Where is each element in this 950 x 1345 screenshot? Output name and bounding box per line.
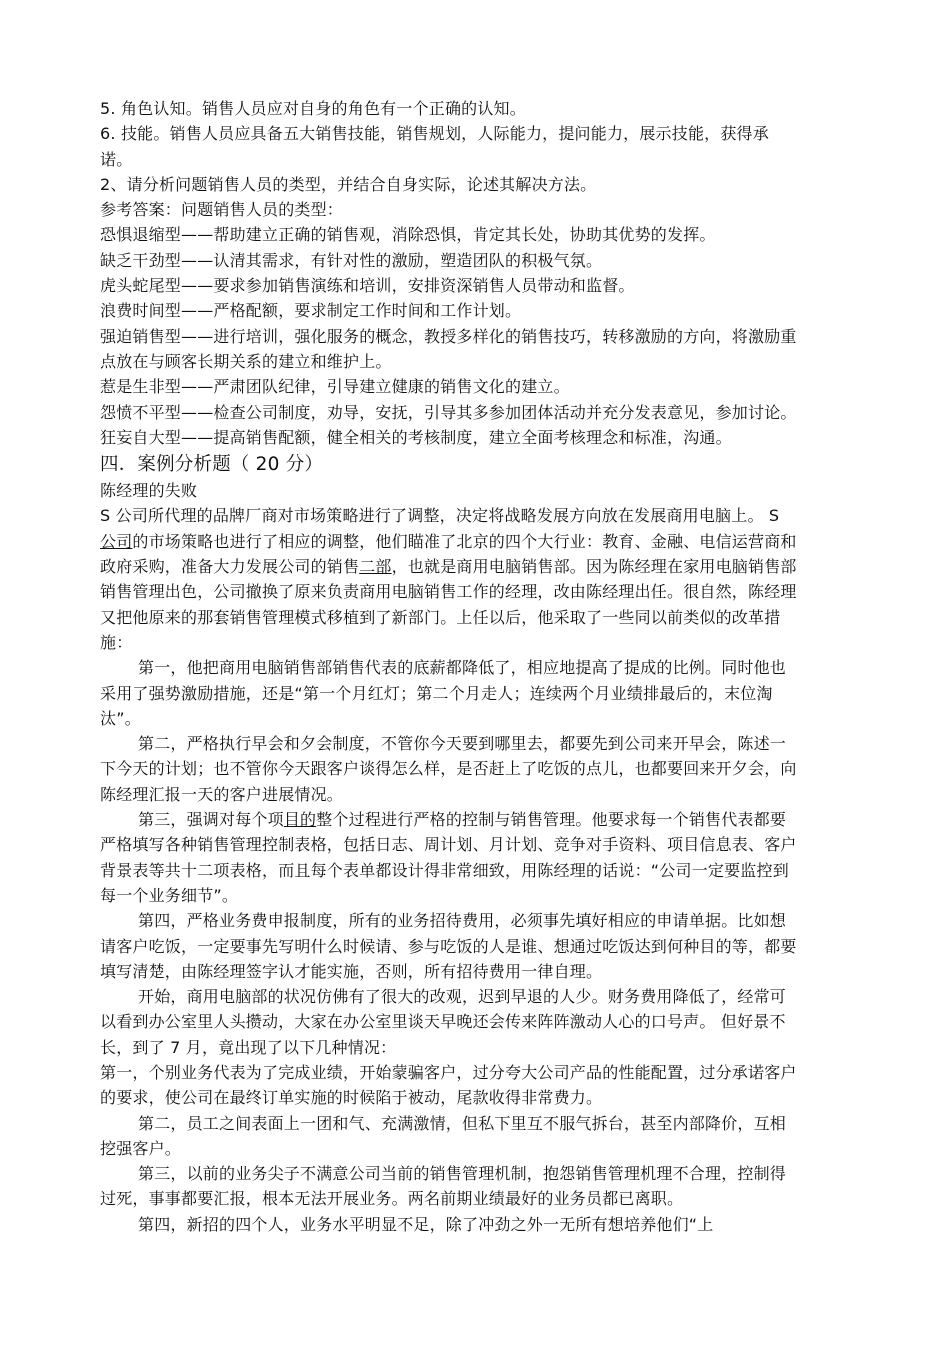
answer-item: 惹是生非型——严肃团队纪律，引导建立健康的销售文化的建立。 (100, 377, 570, 397)
case-paragraph: 第一，个别业务代表为了完成业绩，开始蒙骗客户，过分夸大公司产品的性能配置，过分承诺客户的要求，使公司在最终订单实施的时候陷于被动，尾款收得非常费力。 (100, 1062, 797, 1108)
question-2: 2、请分析问题销售人员的类型，并结合自身实际，论述其解决方法。 (100, 174, 597, 194)
section-heading: 四．案例分析题（ 20 分） (100, 454, 324, 476)
answer-item: 缺乏干劲型——认清其需求，有针对性的激励，塑造团队的积极气氛。 (100, 250, 603, 270)
case-paragraph: 第四，严格业务费申报制度，所有的业务招待费用，必须事先填好相应的申请单据。比如想请客户吃饭，一定要事先写明什么时候请、参与吃饭的人是谁、想通过吃饭达到何种目的等，都要填写清楚，由陈经理签字认才能实施，否则，所有招待费用一律自理。 (100, 911, 797, 981)
underlined-text: 二部 (359, 557, 392, 577)
answer-item: 浪费时间型——严格配额，要求制定工作时间和工作计划。 (100, 301, 522, 321)
paragraph: 5. 角色认知。销售人员应对自身的角色有一个正确的认知。 (100, 99, 526, 118)
case-paragraph: 第二，严格执行早会和夕会制度，不管你今天要到哪里去，都要先到公司来开早会，陈述一下今天的计划；也不管你今天跟客户谈得怎么样，是否赶上了吃饭的点儿，也都要回来开夕会，向陈经理汇报一天的客户进展情况。 (100, 734, 797, 804)
case-paragraph: 第四，新招的四个人，业务水平明显不足，除了冲劲之外一无所有想培养他们“上 (138, 1214, 714, 1234)
underlined-text: 公司 (100, 531, 133, 551)
case-paragraph: 第一，他把商用电脑销售部销售代表的底薪都降低了，相应地提高了提成的比例。同时他也采用了强势激励措施，还是“第一个月红灯；第二个月走人；连续两个月业绩排最后的，末位淘汰”。 (100, 658, 787, 728)
answer-intro: 参考答案：问题销售人员的类型： (100, 200, 344, 220)
answer-item: 怨愤不平型——检查公司制度，劝导，安抚，引导其多参加团体活动并充分发表意见，参加讨论。 (100, 402, 797, 422)
case-paragraph: S 公司所代理的品牌厂商对市场策略进行了调整，决定将战略发展方向放在发展商用电脑上。 S 公司的市场策略也进行了相应的调整，他们瞄准了北京的四个大行业：教育、金融、电信运营商和政府采购，准备大力发展公司的销售二部，也就是商用电脑销售部。因为陈经理在家用电脑销售部销售管理出色，公司撤换了原来负责商用电脑销售工作的经理，改由陈经理出任。很自然，陈经理又把他原来的那套销售管理模式移植到了新部门。上任以后，他采取了一些同以前类似的改革措施： (100, 506, 797, 652)
paragraph: 6. 技能。销售人员应具备五大销售技能，销售规划，人际能力，提问能力，展示技能，获得承诺。 (100, 124, 769, 169)
case-paragraph: 第二，员工之间表面上一团和气、充满激情，但私下里互不服气拆台，甚至内部降价，互相挖强客户。 (100, 1113, 787, 1158)
answer-item: 恐惧退缩型——帮助建立正确的销售观，消除恐惧，肯定其长处，协助其优势的发挥。 (100, 225, 716, 245)
document-page (100, 96, 800, 1237)
answer-item: 狂妄自大型——提高销售配额，健全相关的考核制度，建立全面考核理念和标准，沟通。 (100, 427, 732, 447)
underlined-text: 目的 (283, 810, 317, 830)
case-paragraph: 第三，强调对每个项目的整个过程进行严格的控制与销售管理。他要求每一个销售代表都要严格填写各种销售管理控制表格，包括日志、周计划、月计划、竞争对手资料、项目信息表、客户背景表等共十二项表格，而且每个表单都设计得非常细致，用陈经理的话说：“公司一定要监控到每一个业务细节”。 (100, 810, 797, 905)
answer-item: 虎头蛇尾型——要求参加销售演练和培训，安排资深销售人员带动和监督。 (100, 276, 635, 296)
answer-item: 强迫销售型——进行培训，强化服务的概念，教授多样化的销售技巧，转移激励的方向，将激励重点放在与顾客长期关系的建立和维护上。 (100, 326, 797, 371)
case-paragraph: 第三，以前的业务尖子不满意公司当前的销售管理机制，抱怨销售管理机理不合理，控制得过死，事事都要汇报，根本无法开展业务。两名前期业绩最好的业务员都已离职。 (100, 1164, 787, 1209)
case-paragraph: 开始，商用电脑部的状况仿佛有了很大的改观，迟到早退的人少。财务费用降低了，经常可以看到办公室里人头攒动，大家在办公室里谈天早晚还会传来阵阵激动人心的口号声。 但好景不长，到了 7 月，竟出现了以下几种情况： (100, 987, 787, 1057)
case-title: 陈经理的失败 (100, 481, 198, 501)
